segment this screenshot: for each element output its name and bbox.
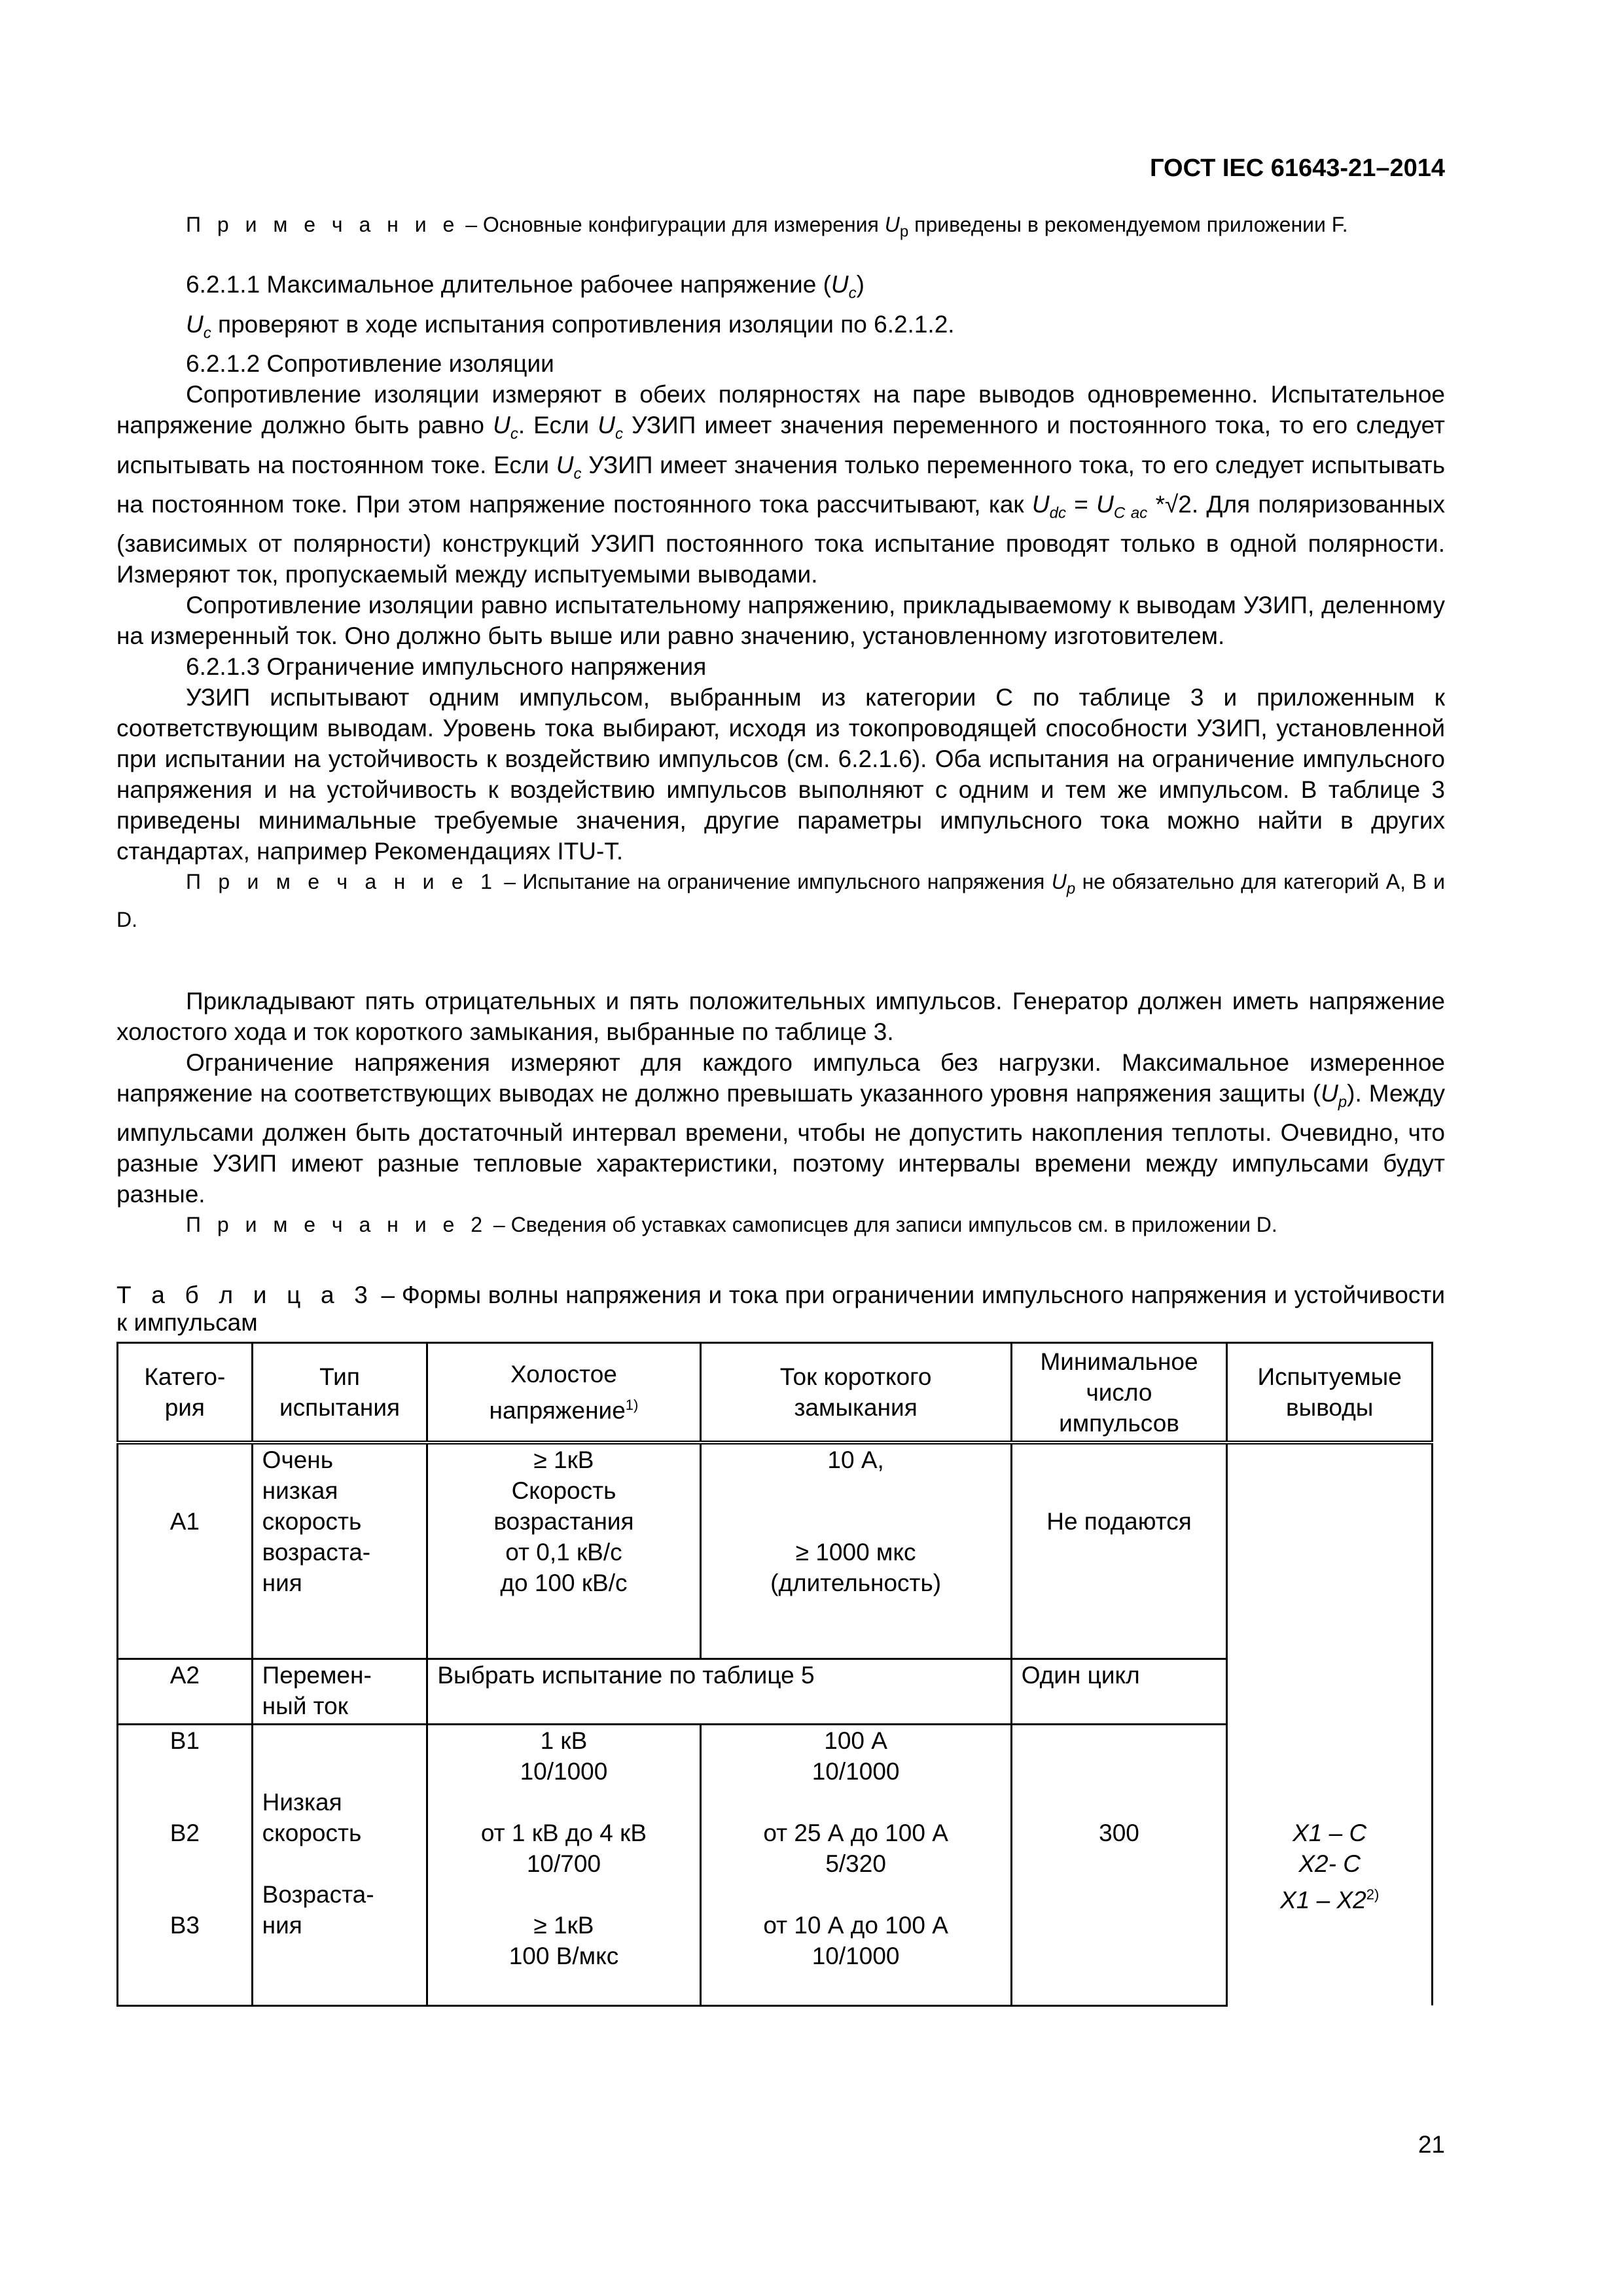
cell-a2-type: Перемен- ный ток <box>252 1659 427 1724</box>
header-min-pulses: Минимальное число импульсов <box>1011 1343 1227 1443</box>
cell-a1-type: Очень низкая скорость возраста- ния <box>252 1443 427 1659</box>
header-terminals: Испытуемые выводы <box>1227 1343 1433 1443</box>
header-category: Катего- рия <box>118 1343 253 1443</box>
note-2: П р и м е ч а н и е 2 – Сведения об уставках самописцев для записи импульсов см. в приложении D. <box>186 1213 1277 1237</box>
uc-paragraph: $U_c$ проверяют в ходе испытания сопротивления изоляции по 6.2.1.2. <box>186 310 955 342</box>
cell-a2-category: A2 <box>118 1659 253 1724</box>
limit-paragraph-1: УЗИП испытывают одним импульсом, выбранным из категории C по таблице 3 и приложенным к соответствующим выводам. Уровень тока выбирают, исходя из токопроводящей способности УЗИП, установленной при испытании на устойчивость к воздействию импульсов (см. 6.2.1.6). Оба испытания на ограничение импульсного напряжения и на устойчивость к воздействию импульсов выполняют с одним и тем же импульсом. В таблице 3 приведены минимальные требуемые значения, другие параметры импульсного тока можно найти в других стандартах, например Рекомендациях ITU-T. <box>116 684 1445 865</box>
cell-a1-pulses: Не подаются <box>1011 1443 1227 1659</box>
cell-b-pulses: 300 <box>1011 1724 1227 2005</box>
table-caption: Т а б л и ц а 3 – Формы волны напряжения и тока при ограничении импульсного напряжения и устойчивости к импульсам <box>116 1282 1445 1336</box>
note-1: П р и м е ч а н и е 1 – Испытание на ограничение импульсного напряжения $U_p$ не обязательно для категорий А, В и D. <box>116 870 1446 931</box>
table-3 <box>116 1342 1433 2007</box>
cell-a2-merged: Выбрать испытание по таблице 5 <box>427 1659 1011 1724</box>
limit-paragraph-3: Ограничение напряжения измеряют для каждого импульса без нагрузки. Максимальное измеренное напряжение на соответствующих выводах не должно превышать указанного уровня напряжения защиты $(U_p)$. Между импульсами должен быть достаточный интервал времени, чтобы не допустить накопления теплоты. Очевидно, что разные УЗИП имеют разные тепловые характеристики, поэтому интервалы времени между импульсами будут разные. <box>116 1049 1446 1208</box>
cell-b-category: B1 B2 B3 <box>118 1724 253 2005</box>
cell-a1-category: A1 <box>118 1443 253 1659</box>
header-test-type: Тип испытания <box>252 1343 427 1443</box>
limit-paragraph-2: Прикладывают пять отрицательных и пять положительных импульсов. Генератор должен иметь напряжение холостого хода и ток короткого замыкания, выбранные по таблице 3. <box>116 987 1445 1045</box>
document-body <box>116 209 1445 1240</box>
cell-a2-pulses: Один цикл <box>1011 1659 1227 1724</box>
cell-b-voltage: 1 кВ 10/1000 от 1 кВ до 4 кВ 10/700 ≥ 1кВ 100 В/мкс <box>427 1724 700 2005</box>
cell-terminals: X1 – C X2- C X1 – X2$^{2)}$ <box>1227 1443 1433 2005</box>
cell-a1-voltage: ≥ 1кВ Скорость возрастания от 0,1 кВ/с до 100 кВ/с <box>427 1443 700 1659</box>
cell-b-current: 100 А 10/1000 от 25 А до 100 А 5/320 от 10 А до 100 А 10/1000 <box>700 1724 1011 2005</box>
cell-a1-current: 10 А, ≥ 1000 мкс (длительность) <box>700 1443 1011 1659</box>
standard-header: ГОСТ IEC 61643-21–2014 <box>1149 154 1445 182</box>
top-note: П р и м е ч а н и е – Основные конфигурации для измерения $U_p$ приведены в рекомендуемом приложении F. <box>186 213 1348 241</box>
cell-b-type: Низкая скорость Возраста- ния <box>252 1724 427 2005</box>
page-number: 21 <box>1418 2131 1445 2158</box>
table-header-row <box>118 1343 1433 1443</box>
section-6-2-1-3-title: 6.2.1.3 Ограничение импульсного напряжения <box>186 653 707 681</box>
header-open-voltage: Холостое напряжение$^{1)}$ <box>427 1343 700 1443</box>
header-short-current: Ток короткого замыкания <box>700 1343 1011 1443</box>
insulation-paragraph-1: Сопротивление изоляции измеряют в обеих полярностях на паре выводов одновременно. Испытательное напряжение должно быть равно $U_c$. Если $U_c$ УЗИП имеет значения переменного и постоянного тока, то его следует испытывать на постоянном токе. Если $U_c$ УЗИП имеет значения только переменного тока, то его следует испытывать на постоянном токе. При этом напряжение постоянного тока рассчитывают, как $U_{dc} = U_{C ac}$ *√2. Для поляризованных (зависимых от полярности) конструкций УЗИП постоянного тока испытание проводят только в одной полярности. Измеряют ток, пропускаемый между испытуемыми выводами. <box>116 381 1445 588</box>
insulation-paragraph-2: Сопротивление изоляции равно испытательному напряжению, прикладываемому к выводам УЗИП, деленному на измеренный ток. Оно должно быть выше или равно значению, установленному изготовителем. <box>116 592 1445 650</box>
section-6-2-1-2-title: 6.2.1.2 Сопротивление изоляции <box>186 350 554 378</box>
table-row-a1 <box>118 1443 1433 1659</box>
section-6-2-1-1-title: 6.2.1.1 Максимальное длительное рабочее напряжение $(U_c)$ <box>186 271 865 302</box>
